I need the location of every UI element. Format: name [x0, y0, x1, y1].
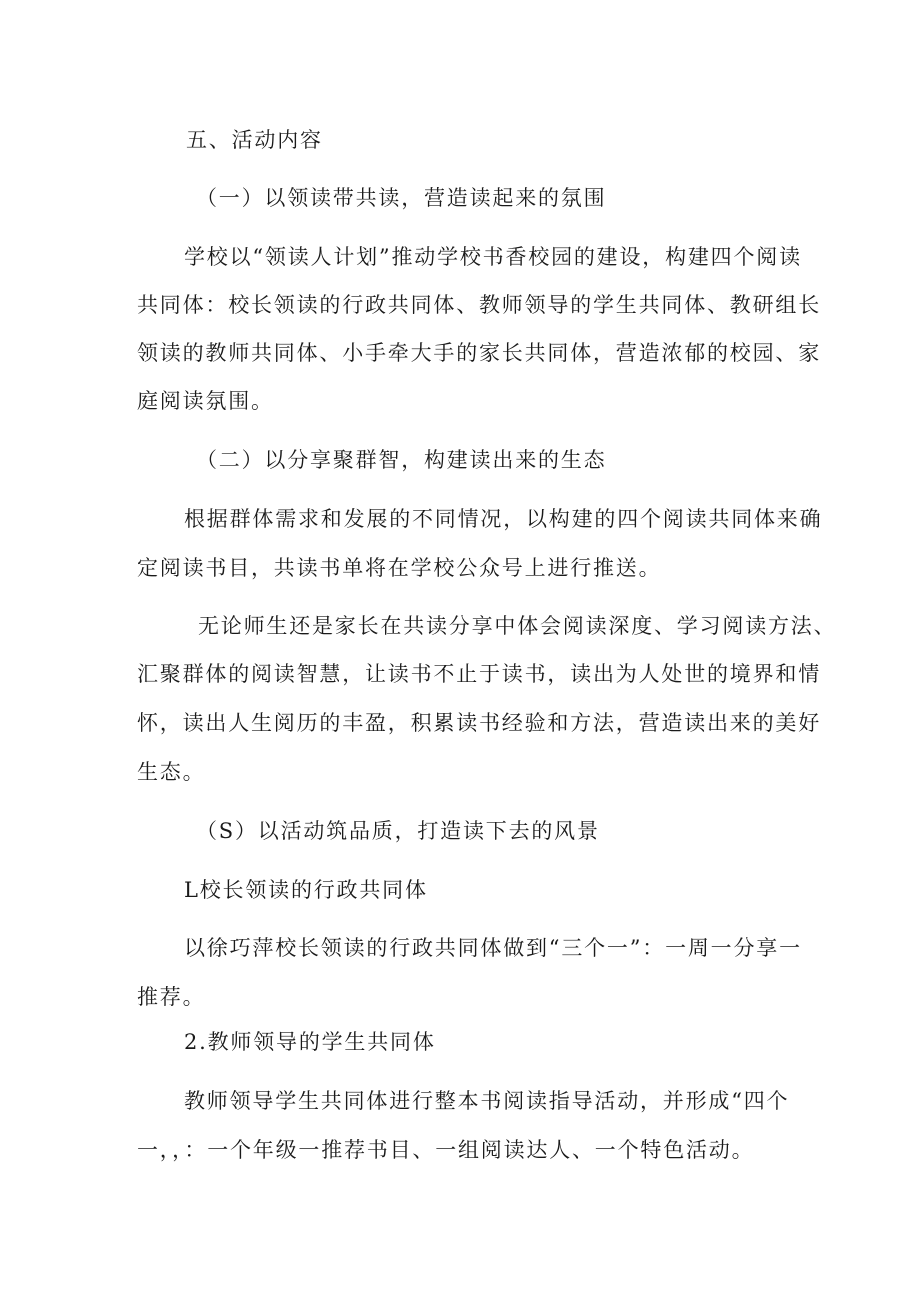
paragraph-1-line-4: 庭阅读氛围。 — [137, 389, 274, 413]
section-title: 五、活动内容 — [186, 128, 323, 152]
item-2-title: 2.教师领导的学生共同体 — [184, 1030, 436, 1054]
paragraph-1-line-1: 学校以“领读人计划”推动学校书香校园的建设，构建四个阅读 — [184, 245, 802, 269]
paragraph-3-line-3: 怀，读出人生阅历的丰盈，积累读书经验和方法，营造读出来的美好 — [137, 711, 821, 735]
paragraph-5-line-1: 教师领导学生共同体进行整本书阅读指导活动，并形成“四个 — [184, 1089, 790, 1113]
paragraph-4-line-2: 推荐。 — [137, 985, 206, 1009]
subsection-title-1: （一）以领读带共读，营造读起来的氛围 — [196, 186, 607, 210]
item-1-title: L校长领读的行政共同体 — [184, 878, 428, 902]
subsection-title-2: （二）以分享聚群智，构建读出来的生态 — [196, 448, 607, 472]
paragraph-5-line-2: 一，，：一个年级一推荐书目、一组阅读达人、一个特色活动。 — [137, 1138, 755, 1162]
paragraph-3-line-2: 汇聚群体的阅读智慧，让读书不止于读书，读出为人处世的境界和情 — [137, 662, 821, 686]
paragraph-4-line-1: 以徐巧萍校长领读的行政共同体做到“三个一”：一周一分享一 — [184, 936, 802, 960]
paragraph-2-line-2: 定阅读书目，共读书单将在学校公众号上进行推送。 — [137, 556, 662, 580]
paragraph-2-line-1: 根据群体需求和发展的不同情况，以构建的四个阅读共同体来确 — [184, 507, 823, 531]
paragraph-3-line-4: 生态。 — [137, 760, 206, 784]
paragraph-1-line-3: 领读的教师共同体、小手牵大手的家长共同体，营造浓郁的校园、家 — [137, 341, 821, 365]
paragraph-3-line-1: 无论师生还是家长在共读分享中体会阅读深度、学习阅读方法、 — [198, 614, 837, 638]
subsection-title-3: （S）以活动筑品质，打造读下去的风景 — [196, 819, 600, 843]
paragraph-1-line-2: 共同体：校长领读的行政共同体、教师领导的学生共同体、教研组长 — [137, 293, 821, 317]
